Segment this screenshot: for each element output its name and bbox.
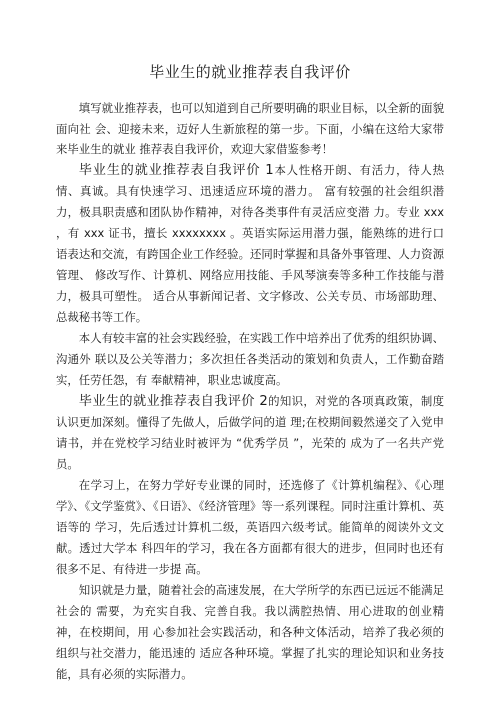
section1-paragraph — [56, 160, 444, 328]
document-title: 毕业生的就业推荐表自我评价 — [149, 63, 351, 81]
intro-paragraph: 填写就业推荐表，也可以知道到自己所要明确的职业目标，以全新的面貌面向社 会、迎接未来，迈好人生新旅程的第一步。下面，小编在这给大家带来毕业生的就业 推荐表自我评价，欢迎大家借鉴参考！ — [56, 101, 444, 156]
section2-paragraph-3: 知识就是力量，随着社会的高速发展，在大学所学的东西已远远不能满足社会的 需要，为充实自我、完善自我。我以满腔热情、用心进取的创业精神，在校期间，用 心参加社会实践活动，和各种文体活动，培养了我必须的组织与社交潜力，能迅速的 适应各种环境。掌握了扎实的理论知识和业务技能，具有必须的实际潜力。 — [56, 582, 444, 681]
section2-paragraph-2: 在学习上，在努力学好专业课的同时，还选修了《计算机编程》、《心理学》、《文学鉴赏》、《日语》、《经济管理》等一系列课程。同时注重计算机、英语等的 学习，先后透过计算机二级，英语四六级考试。能简单的阅读外文文献。透过大学本 科四年的学习，我在各方面都有很大的进步，但同时也还有很多不足、有待进一步提 高。 — [56, 477, 444, 576]
section2-paragraph — [56, 391, 444, 475]
section1-body: 本人性格开朗、有活力，待人热情、真诚。具有快速学习、迅速适应环境的潜力。 富有较强的社会组织潜力，极具职责感和团队协作精神，对待各类事件有灵活应变潜 力。专业 xxx ，有 xxx 证书，擅长 xxxxxxxx 。英语实际运用潜力强，能熟练的进行口 语表达和交流，有跨国企业工作经验。还同时掌握和具备外事管理、人力资源管理、 修改写作、计算机、网络应用技能、手风琴演奏等多种工作技能与潜力，极具可塑性。 适合从事新闻记者、文字修改、公关专员、市场部助理、总裁秘书等工作。 — [56, 162, 444, 324]
section2-heading: 毕业生的就业推荐表自我评价 2 — [78, 393, 268, 409]
section1-heading: 毕业生的就业推荐表自我评价 1 — [78, 162, 274, 178]
section1-paragraph-2: 本人有较丰富的社会实践经验，在实践工作中培养出了优秀的组织协调、沟通外 联以及公关等潜力；多次担任各类活动的策划和负责人，工作勤奋踏实，任劳任怨，有 奉献精神，职业忠诚度高。 — [56, 330, 444, 387]
section2-body: 的知识，对党的各项真政策，制度认识更加深刻。懂得了先做人，后做学问的道 理;在校期间毅然递交了入党申请书，并在党校学习结业时被评为 “优秀学员 ”，光荣的 成为了一名共产党员。 — [56, 393, 444, 471]
